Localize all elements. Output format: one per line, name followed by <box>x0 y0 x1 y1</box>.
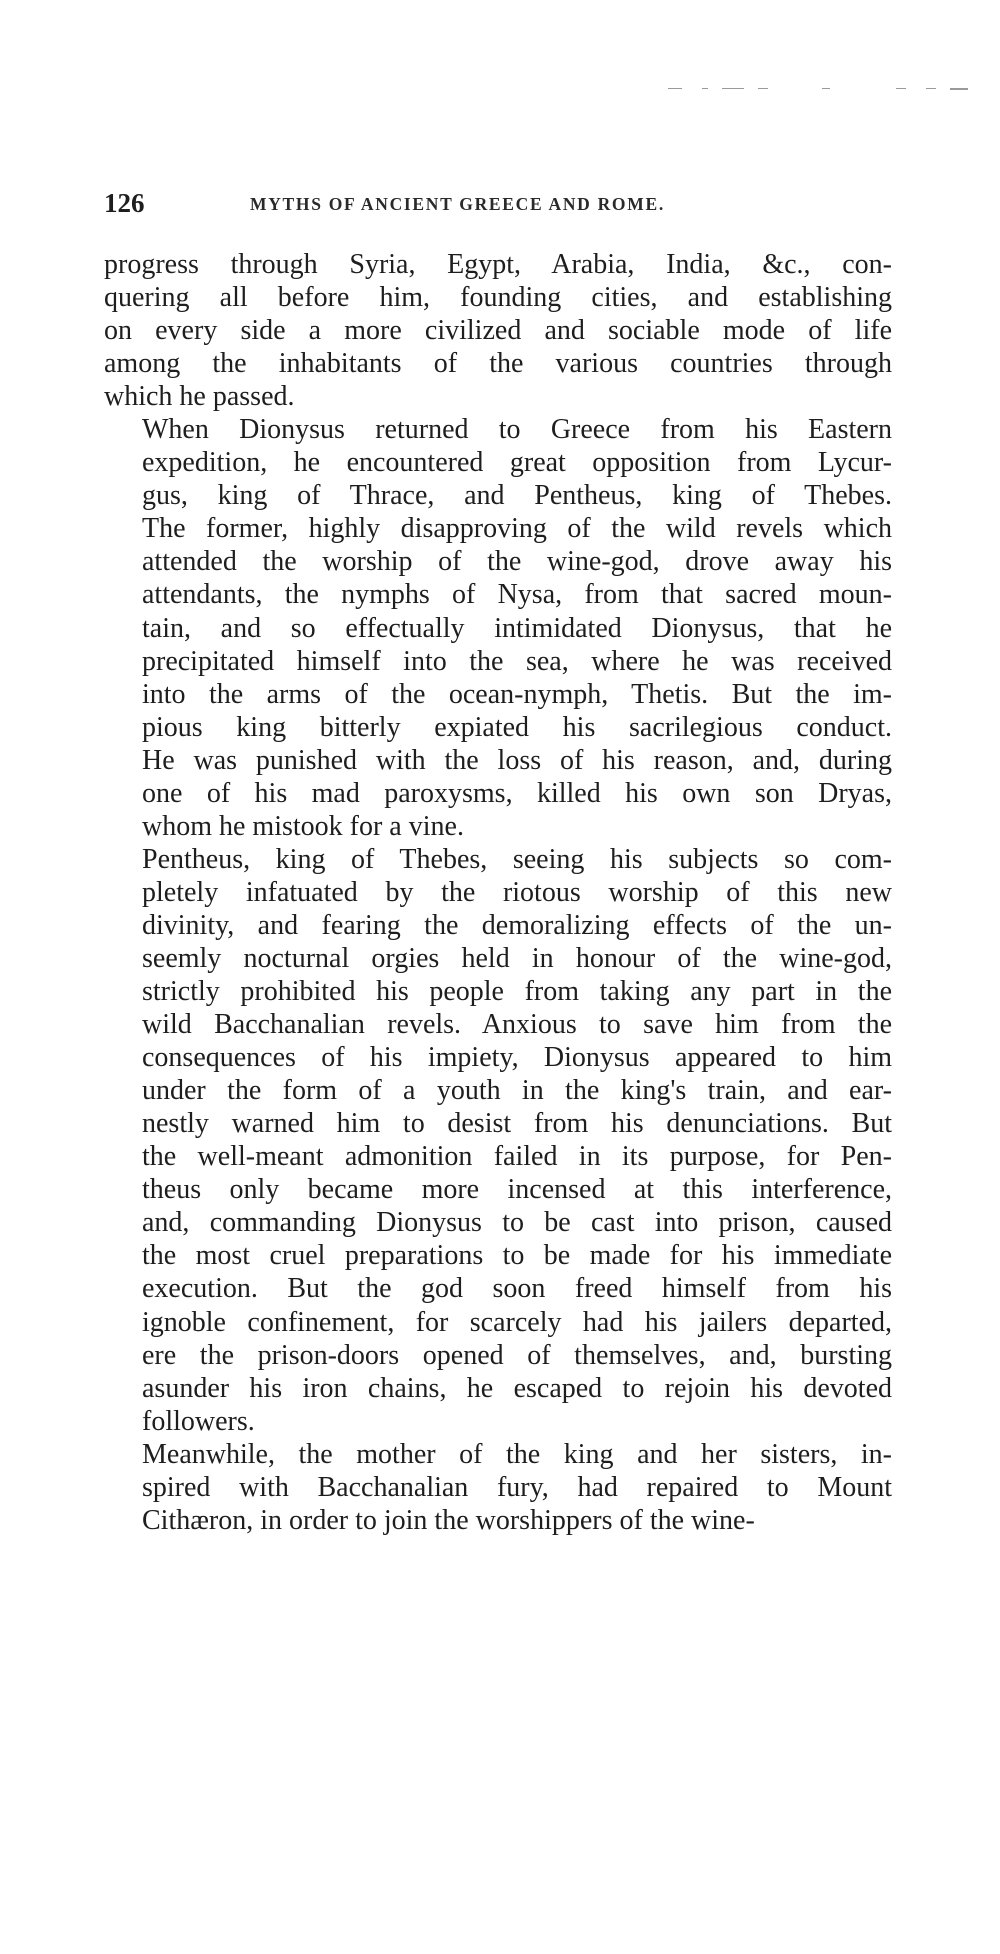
text-line: wild Bacchanalian revels. Anxious to save him from the <box>142 1009 892 1041</box>
running-head: MYTHS OF ANCIENT GREECE AND ROME. <box>250 194 665 214</box>
text-line: among the inhabitants of the various countries through <box>104 348 892 380</box>
paragraph <box>104 843 892 1438</box>
scan-mark <box>702 88 708 89</box>
text-line: the most cruel preparations to be made for his immediate <box>142 1240 892 1272</box>
scan-mark <box>668 88 682 89</box>
body-text <box>104 248 892 1537</box>
text-line: progress through Syria, Egypt, Arabia, India, &c., con- <box>104 249 892 280</box>
text-line: He was punished with the loss of his reason, and, during <box>142 744 892 776</box>
text-line: under the form of a youth in the king's train, and ear- <box>142 1075 892 1107</box>
scan-mark <box>896 88 906 89</box>
text-line: execution. But the god soon freed himself from his <box>142 1273 892 1305</box>
scan-mark <box>950 88 968 90</box>
text-line: and, commanding Dionysus to be cast into prison, caused <box>142 1207 892 1239</box>
text-line: followers. <box>142 1405 255 1437</box>
text-line: ignoble confinement, for scarcely had his jailers departed, <box>142 1306 892 1338</box>
text-line: attendants, the nymphs of Nysa, from that sacred moun- <box>142 579 892 611</box>
text-line: one of his mad paroxysms, killed his own son Dryas, <box>142 777 892 809</box>
text-line: The former, highly disapproving of the wild revels which <box>142 513 892 545</box>
text-line: pletely infatuated by the riotous worship of this new <box>142 876 892 908</box>
paragraph <box>104 248 892 413</box>
text-line: strictly prohibited his people from taking any part in the <box>142 976 892 1008</box>
text-line: asunder his iron chains, he escaped to rejoin his devoted <box>142 1372 892 1404</box>
text-line: attended the worship of the wine-god, drove away his <box>142 546 892 578</box>
text-line: theus only became more incensed at this interference, <box>142 1174 892 1206</box>
text-line: pious king bitterly expiated his sacrilegious conduct. <box>142 711 892 743</box>
text-line: on every side a more civilized and sociable mode of life <box>104 315 892 347</box>
text-line: which he passed. <box>104 381 295 413</box>
text-line: Meanwhile, the mother of the king and her sisters, in- <box>142 1438 892 1470</box>
text-line: consequences of his impiety, Dionysus appeared to him <box>142 1042 892 1074</box>
text-line: the well-meant admonition failed in its purpose, for Pen- <box>142 1141 892 1173</box>
scan-mark <box>822 88 830 89</box>
text-line: When Dionysus returned to Greece from his Eastern <box>142 414 892 446</box>
text-line: tain, and so effectually intimidated Dionysus, that he <box>142 612 892 644</box>
text-line: spired with Bacchanalian fury, had repaired to Mount <box>142 1471 892 1503</box>
text-line: precipitated himself into the sea, where he was received <box>142 645 892 677</box>
scan-mark <box>758 88 768 89</box>
text-line: ere the prison-doors opened of themselves, and, bursting <box>142 1339 892 1371</box>
scan-mark <box>926 88 936 89</box>
text-line: divinity, and fearing the demoralizing effects of the un- <box>142 909 892 941</box>
text-line: quering all before him, founding cities, and establishing <box>104 282 892 314</box>
text-line: expedition, he encountered great opposition from Lycur- <box>142 447 892 479</box>
text-line: nestly warned him to desist from his denunciations. But <box>142 1108 892 1140</box>
text-line: into the arms of the ocean-nymph, Thetis. But the im- <box>142 678 892 710</box>
page-number: 126 <box>104 188 145 218</box>
scan-mark <box>722 88 744 89</box>
text-line: Pentheus, king of Thebes, seeing his subjects so com- <box>142 843 892 875</box>
paragraph <box>104 1438 892 1537</box>
paragraph <box>104 413 892 843</box>
text-line: Cithæron, in order to join the worshippers of the wine- <box>142 1504 755 1536</box>
text-line: seemly nocturnal orgies held in honour of the wine-god, <box>142 942 892 974</box>
text-line: gus, king of Thrace, and Pentheus, king of Thebes. <box>142 480 892 512</box>
page-header <box>104 186 894 220</box>
text-line: whom he mistook for a vine. <box>142 810 464 842</box>
